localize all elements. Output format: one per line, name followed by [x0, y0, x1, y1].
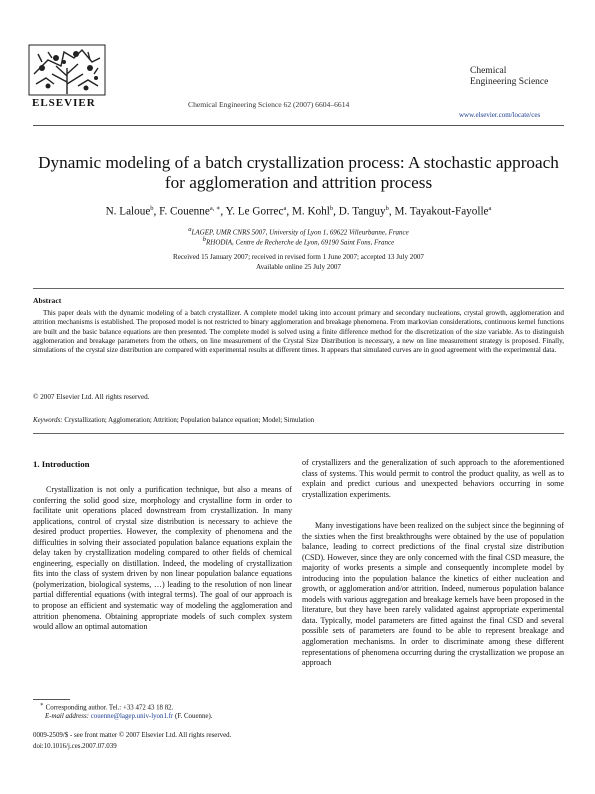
affiliation-text: RHODIA, Centre de Recherche de Lyon, 69190 Saint Fons, France [206, 238, 395, 247]
affiliation-mark: a [188, 226, 192, 233]
author-affiliation-mark: b [385, 205, 389, 212]
article-title: Dynamic modeling of a batch crystallization process: A stochastic approach for agglomeration and attrition process [38, 153, 559, 192]
keywords-bottom-rule [33, 433, 564, 434]
author-name: N. Laloue [105, 205, 151, 218]
affiliation-mark: b [202, 236, 206, 243]
footnote-email [45, 713, 212, 720]
keywords-label: Keywords: [33, 417, 63, 424]
author-affiliation-mark: b [329, 205, 334, 212]
author-affiliation-mark: a [488, 205, 492, 212]
footnote-corresponding-author [40, 702, 173, 711]
author-name: F. Couenne [159, 205, 210, 218]
affiliation [33, 236, 564, 246]
author-name: D. Tanguy [338, 205, 386, 218]
author-affiliation-mark: a, ∗ [209, 205, 221, 212]
email-suffix: (F. Couenne). [174, 713, 213, 720]
author-affiliation-mark: b [150, 205, 154, 212]
author-affiliation-mark: a [283, 205, 287, 212]
author-name: M. Kohl [291, 205, 330, 218]
journal-brand [470, 66, 548, 87]
journal-reference: Chemical Engineering Science 62 (2007) 6604–6614 [188, 100, 350, 109]
footnote-author-text: Corresponding author. Tel.: +33 472 43 18 82. [45, 704, 174, 712]
received-dates: Received 15 January 2007; received in revised form 1 June 2007; accepted 13 July 2007 [173, 253, 424, 261]
journal-brand-line1: Chemical [470, 66, 507, 76]
header-rule [33, 125, 564, 126]
intro-paragraph-left: Crystallization is not only a purification technique, but also a means of conferring the solid good size, morphology and crystalline form in order to facilitate unit operations placed downstream from crystallization. In many applications, control of crystal size distribution is necessary to achieve the desired product properties. However, the complexity of phenomena and the difficulties in solving their associated population balance equations explain the delay taken by crystallization modeling compared to other fields of chemical engineering, especially on distillation. Indeed, the modeling of crystallization fits into the class of system driven by non linear population balance equations (polymerization, biological systems, …) leading to the resolution of non linear partial differential equations (with integral terms). The goal of our approach is to propose an efficient and systematic way of modeling the agglomeration and attrition phenomena. Obtaining appropriate models of such complex system would allow an optimal automation [33, 485, 292, 632]
journal-url-link[interactable]: www.elsevier.com/locate/ces [459, 111, 541, 119]
online-date: Available online 25 July 2007 [256, 263, 341, 271]
keywords [33, 417, 314, 424]
abstract-top-rule [33, 288, 564, 289]
keywords-text: Crystallization; Agglomeration; Attrition; Population balance equation; Model; Simulation [64, 417, 315, 424]
abstract-text: This paper deals with the dynamic modeling of a batch crystallizer. A complete model taking into account primary and secondary nucleations, crystal growth, agglomeration and attrition mechanisms is established. The proposed model is not restricted to binary agglomeration and breakage phenomena. From markovian considerations, continuous kernel functions are built and the basic balance equations are then presented. The complete model is solved using a finite difference method for the discretization of the size variable. As to distinguish agglomeration and breakage parameters from the others, on line measurement of the Crystal Size Distribution is necessary, a new on line measurement strategy is proposed. Finally, simulations of the crystal size distribution are compared with experimental results at different times. It appears that simulated curves are in good agreement with the experimental data. [33, 309, 564, 355]
intro-paragraph-right-1: of crystallizers and the generalization of such approach to the aforementioned class of systems. This would permit to control the product quality, as well as to explain and predict curious and unexpected behaviors occurring in some crystallization experiments. [302, 458, 564, 499]
publisher-name: ELSEVIER [32, 97, 96, 109]
footnote-mark: ∗ [40, 702, 44, 708]
email-link[interactable]: couenne@lagep.univ-lyon1.fr [90, 713, 174, 720]
section-heading-introduction: 1. Introduction [33, 459, 90, 469]
footnote-rule [33, 699, 70, 700]
journal-brand-line2: Engineering Science [470, 76, 549, 87]
front-matter-line: 0009-2509/$ - see front matter © 2007 Elsevier Ltd. All rights reserved. [33, 732, 232, 739]
abstract-heading: Abstract [33, 296, 62, 305]
author-name: Y. Le Gorrec [225, 205, 284, 218]
intro-paragraph-right-2: Many investigations have been realized on the subject since the beginning of the sixties when the first breakthroughs were obtained by the use of population balance, leading to correct predictions of the final crystal size distribution (CSD). However, since they are only concerned with the final CSD measure, the majority of works presents a simple and consequently incomplete model by introducing into the population balance the kinetics of either nucleation and growth, or agglomeration and/or attrition. Indeed, numerous population balance models with various aggregation and breakage kernels have been proposed in the literature, but they have been rarely validated against appropriate experimental data. Typically, model parameters are fitted against the final CSD and several possible sets of parameters are found to be able to represent breakage and agglomeration mechanisms. In order to discriminate among these different representations of phenomena occurring during the crystallization we propose an approach [302, 521, 564, 668]
author-name: M. Tayakout-Fayolle [394, 205, 489, 218]
email-label: E-mail address: [45, 713, 89, 720]
affiliation-text: LAGEP, UMR CNRS 5007, University of Lyon 1, 69622 Villeurbanne, France [191, 228, 409, 237]
author-list: N. Laloue$^b$, F. Couenne$^{a, ∗}$, Y. Le Gorrec$^a$, M. Kohl$^b$, D. Tanguy$^b$, M. Tayakout-Fayolle$^a$ [105, 205, 492, 218]
affiliation [33, 226, 564, 236]
abstract-copyright: © 2007 Elsevier Ltd. All rights reserved. [33, 393, 150, 401]
doi-line: doi:10.1016/j.ces.2007.07.039 [33, 743, 117, 750]
